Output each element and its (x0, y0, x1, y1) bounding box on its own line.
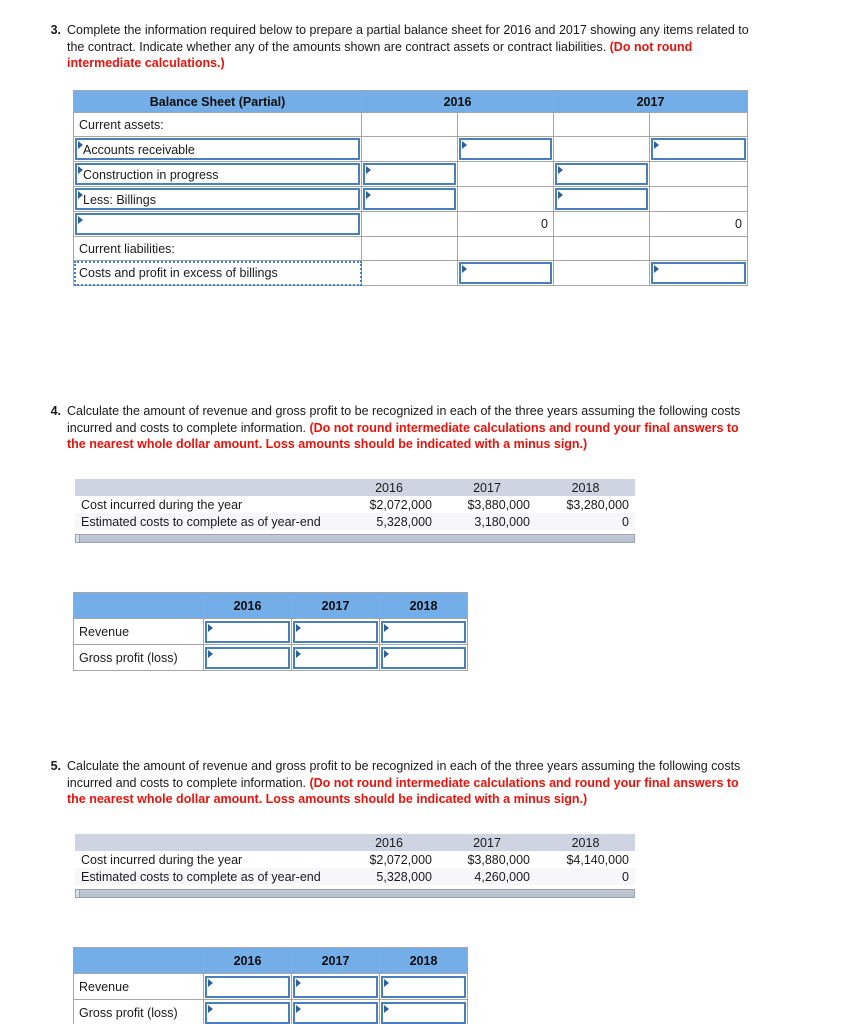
revenue-q4-row1-2018 (380, 645, 468, 671)
less-billings-label-box[interactable] (75, 188, 360, 210)
question-3-text-red: (Do not round intermediate calculations.) (67, 39, 693, 70)
less-billings-2016-input[interactable] (363, 188, 456, 210)
question-3-text-plain: Complete the information required below to prepare a partial balance sheet for 2016 and 2017 showing any items related to the contract. Indicate whether any of the amounts shown are contract assets or contract liabilities. (67, 23, 749, 54)
cost-q5-header-2017: 2017 (438, 834, 536, 851)
cost-q4-row0-2016: $2,072,000 (369, 497, 432, 512)
cost-q5-row1-2017: 4,260,000 (474, 869, 530, 884)
dropdown-caret-icon (384, 979, 389, 987)
balance-sheet-title-header: Balance Sheet (Partial) (74, 91, 362, 113)
dropdown-caret-icon (296, 1005, 301, 1013)
cost-q4-row0-label: Cost incurred during the year (81, 497, 243, 512)
accounts-receivable-2016-a (362, 137, 458, 162)
costs-excess-billings-2017-a (554, 261, 650, 286)
revenue-q5-row0-label: Revenue (74, 974, 204, 1000)
revenue-q5-header-2017: 2017 (292, 948, 380, 974)
cost-q5-row0-2017: $3,880,000 (467, 852, 530, 867)
construction-in-progress-2017-a (554, 162, 650, 187)
dropdown-caret-icon (384, 650, 389, 658)
dropdown-caret-icon (296, 979, 301, 987)
less-billings-2016-a (362, 187, 458, 212)
costs-excess-billings-2017-input[interactable] (651, 262, 746, 284)
revenue-q4-corner (74, 593, 204, 619)
scrollbar-thumb[interactable] (76, 535, 80, 542)
cost-q4-row1-2016: 5,328,000 (376, 514, 432, 529)
gross-profit-q4-2017-input[interactable] (293, 647, 378, 669)
scrollbar-thumb[interactable] (76, 890, 80, 897)
subtotal-label-box[interactable] (75, 213, 360, 235)
subtotal-2017-a (554, 212, 650, 237)
current-assets-2017-a (554, 113, 650, 137)
revenue-q4-row1-label: Gross profit (loss) (74, 645, 204, 671)
balance-sheet-table (73, 90, 748, 286)
dropdown-caret-icon (296, 650, 301, 658)
dropdown-caret-icon (78, 141, 83, 149)
current-assets-2016-b (458, 113, 554, 137)
dropdown-caret-icon (296, 624, 301, 632)
question-3 (45, 22, 760, 72)
table-row-gross-profit (74, 1000, 468, 1024)
current-assets-label: Current assets: (74, 113, 362, 137)
question-5-text-plain: Calculate the amount of revenue and gross profit to be recognized in each of the three years assuming the following costs incurred and costs to complete information. (67, 759, 741, 790)
table-row (75, 868, 635, 885)
table-row (75, 496, 635, 513)
construction-in-progress-label-cell (74, 162, 362, 187)
cost-info-table-q5 (75, 834, 635, 885)
accounts-receivable-2017-a (554, 137, 650, 162)
cost-q4-row1-2018: 0 (622, 514, 629, 529)
dropdown-caret-icon (208, 624, 213, 632)
question-4-text (67, 403, 760, 453)
cost-q4-header-blank (75, 479, 340, 496)
cost-q5-row1-2016: 5,328,000 (376, 869, 432, 884)
revenue-q5-row1-2016 (204, 1000, 292, 1024)
construction-in-progress-2017-input[interactable] (555, 163, 648, 185)
horizontal-scrollbar-q4[interactable] (75, 534, 635, 543)
current-assets-2017-b (650, 113, 748, 137)
costs-excess-billings-2017-b (650, 261, 748, 286)
table-row (75, 513, 635, 530)
revenue-q5-corner (74, 948, 204, 974)
current-assets-2016-a (362, 113, 458, 137)
revenue-q4-header-2016: 2016 (204, 593, 292, 619)
question-4-number: 4. (50, 404, 61, 418)
revenue-q5-header-2016: 2016 (204, 948, 292, 974)
revenue-q5-2017-input[interactable] (293, 976, 378, 998)
cost-q4-row0-2017: $3,880,000 (467, 497, 530, 512)
cost-q5-row0-label: Cost incurred during the year (81, 852, 243, 867)
table-row-gross-profit (74, 645, 468, 671)
construction-in-progress-label-box[interactable] (75, 163, 360, 185)
question-5-text (67, 758, 760, 808)
cost-q5-row0-2016: $2,072,000 (369, 852, 432, 867)
table-row-less-billings (74, 187, 748, 212)
less-billings-2017-a (554, 187, 650, 212)
cost-q5-header-2018: 2018 (536, 834, 635, 851)
question-5 (45, 758, 760, 808)
table-row-current-assets (74, 113, 748, 137)
less-billings-label-cell (74, 187, 362, 212)
dropdown-caret-icon (78, 191, 83, 199)
revenue-q4-row0-2016 (204, 619, 292, 645)
question-5-text-red: (Do not round intermediate calculations and round your final answers to the nearest whole dollar amount. Loss amounts should be indicated with a minus sign.) (67, 775, 739, 806)
dropdown-caret-icon (208, 1005, 213, 1013)
cost-q5-row1-label: Estimated costs to complete as of year-end (81, 869, 321, 884)
gross-profit-q5-2017-input[interactable] (293, 1002, 378, 1024)
cost-q4-header-2018: 2018 (536, 479, 635, 496)
revenue-q4-2017-input[interactable] (293, 621, 378, 643)
dropdown-caret-icon (78, 166, 83, 174)
cost-q4-row0-2018: $3,280,000 (566, 497, 629, 512)
accounts-receivable-2016-input[interactable] (459, 138, 552, 160)
costs-excess-billings-2016-a (362, 261, 458, 286)
current-liabilities-2017-a (554, 237, 650, 261)
cost-q4-row1-2017: 3,180,000 (474, 514, 530, 529)
construction-in-progress-label: Construction in progress (83, 168, 219, 182)
cost-q4-header-2016: 2016 (340, 479, 438, 496)
subtotal-2017-value: 0 (650, 212, 748, 237)
dropdown-caret-icon (78, 216, 83, 224)
gross-profit-q5-2016-input[interactable] (205, 1002, 290, 1024)
question-5-number: 5. (50, 759, 61, 773)
costs-excess-billings-label-cell[interactable] (74, 261, 362, 286)
horizontal-scrollbar-q5[interactable] (75, 889, 635, 898)
table-row-current-liabilities (74, 237, 748, 261)
dropdown-caret-icon (654, 265, 659, 273)
dropdown-caret-icon (558, 166, 563, 174)
cost-q5-header-row (75, 834, 635, 851)
current-liabilities-label: Current liabilities: (74, 237, 362, 261)
dropdown-caret-icon (366, 166, 371, 174)
accounts-receivable-label-cell (74, 137, 362, 162)
balance-sheet-header-2017: 2017 (554, 91, 748, 113)
revenue-q4-row0-2017 (292, 619, 380, 645)
revenue-q5-2018-input[interactable] (381, 976, 466, 998)
revenue-table-q5 (73, 947, 468, 1024)
dropdown-caret-icon (462, 141, 467, 149)
subtotal-2016-value: 0 (458, 212, 554, 237)
revenue-q4-row1-2016 (204, 645, 292, 671)
subtotal-label-cell (74, 212, 362, 237)
dropdown-caret-icon (462, 265, 467, 273)
gross-profit-q4-2016-input[interactable] (205, 647, 290, 669)
less-billings-label: Less: Billings (83, 193, 156, 207)
subtotal-2016-a (362, 212, 458, 237)
table-row-accounts-receivable (74, 137, 748, 162)
cost-q4-row1-label: Estimated costs to complete as of year-end (81, 514, 321, 529)
table-row-revenue (74, 974, 468, 1000)
revenue-q4-header-2018: 2018 (380, 593, 468, 619)
cost-q4-header-row (75, 479, 635, 496)
costs-excess-billings-label: Costs and profit in excess of billings (79, 266, 278, 280)
cost-q5-row1-2018: 0 (622, 869, 629, 884)
dropdown-caret-icon (366, 191, 371, 199)
costs-excess-billings-2016-input[interactable] (459, 262, 552, 284)
cost-q5-header-2016: 2016 (340, 834, 438, 851)
table-row-costs-excess-billings (74, 261, 748, 286)
cost-q5-row0-2018: $4,140,000 (566, 852, 629, 867)
accounts-receivable-2016-b (458, 137, 554, 162)
table-row-subtotal (74, 212, 748, 237)
revenue-q5-row1-label: Gross profit (loss) (74, 1000, 204, 1024)
accounts-receivable-label: Accounts receivable (83, 143, 195, 157)
construction-in-progress-2016-b (458, 162, 554, 187)
question-4-text-red: (Do not round intermediate calculations and round your final answers to the nearest whole dollar amount. Loss amounts should be indicated with a minus sign.) (67, 420, 739, 451)
table-row-construction-in-progress (74, 162, 748, 187)
less-billings-2017-b (650, 187, 748, 212)
revenue-q4-row0-label: Revenue (74, 619, 204, 645)
revenue-q5-row0-2018 (380, 974, 468, 1000)
costs-excess-billings-2016-b (458, 261, 554, 286)
balance-sheet-header-row (74, 91, 748, 113)
construction-in-progress-2017-b (650, 162, 748, 187)
revenue-q4-header-row (74, 593, 468, 619)
gross-profit-q4-2018-input[interactable] (381, 647, 466, 669)
table-row (75, 851, 635, 868)
revenue-table-q4 (73, 592, 468, 671)
revenue-q4-row0-2018 (380, 619, 468, 645)
construction-in-progress-2016-a (362, 162, 458, 187)
cost-q5-header-blank (75, 834, 340, 851)
cost-q4-header-2017: 2017 (438, 479, 536, 496)
table-row-revenue (74, 619, 468, 645)
revenue-q5-header-2018: 2018 (380, 948, 468, 974)
question-4 (45, 403, 760, 453)
revenue-q5-header-row (74, 948, 468, 974)
balance-sheet-header-2016: 2016 (362, 91, 554, 113)
dropdown-caret-icon (208, 979, 213, 987)
dropdown-caret-icon (384, 1005, 389, 1013)
construction-in-progress-2016-input[interactable] (363, 163, 456, 185)
less-billings-2016-b (458, 187, 554, 212)
dropdown-caret-icon (208, 650, 213, 658)
revenue-q4-2016-input[interactable] (205, 621, 290, 643)
accounts-receivable-label-box[interactable] (75, 138, 360, 160)
dropdown-caret-icon (558, 191, 563, 199)
revenue-q5-2016-input[interactable] (205, 976, 290, 998)
current-liabilities-2016-a (362, 237, 458, 261)
revenue-q4-row1-2017 (292, 645, 380, 671)
revenue-q5-row0-2016 (204, 974, 292, 1000)
revenue-q5-row1-2017 (292, 1000, 380, 1024)
accounts-receivable-2017-b (650, 137, 748, 162)
revenue-q5-row1-2018 (380, 1000, 468, 1024)
accounts-receivable-2017-input[interactable] (651, 138, 746, 160)
revenue-q4-2018-input[interactable] (381, 621, 466, 643)
less-billings-2017-input[interactable] (555, 188, 648, 210)
dropdown-caret-icon (654, 141, 659, 149)
gross-profit-q5-2018-input[interactable] (381, 1002, 466, 1024)
question-3-text (67, 22, 760, 72)
cost-info-table-q4 (75, 479, 635, 530)
current-liabilities-2016-b (458, 237, 554, 261)
dropdown-caret-icon (384, 624, 389, 632)
question-3-number: 3. (50, 23, 61, 37)
current-liabilities-2017-b (650, 237, 748, 261)
revenue-q5-row0-2017 (292, 974, 380, 1000)
question-4-text-plain: Calculate the amount of revenue and gross profit to be recognized in each of the three years assuming the following costs incurred and costs to complete information. (67, 404, 741, 435)
revenue-q4-header-2017: 2017 (292, 593, 380, 619)
